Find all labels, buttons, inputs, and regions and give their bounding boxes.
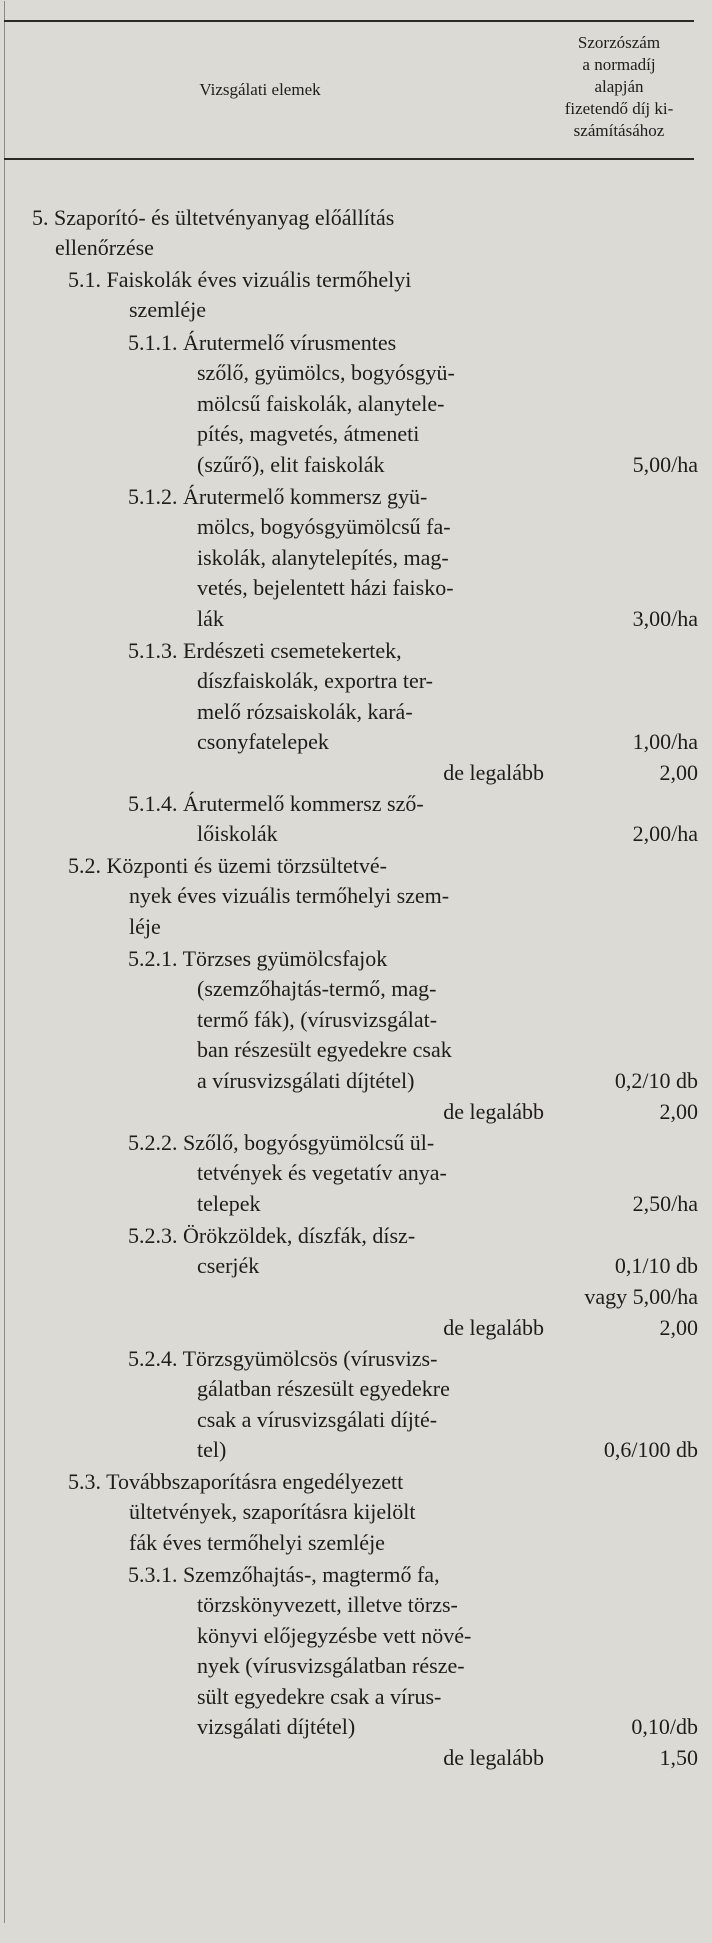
text-line: szemléje	[129, 297, 206, 322]
text-line: 5.2.3. Örökzöldek, díszfák, dísz-	[128, 1223, 416, 1248]
header-line: alapján	[594, 77, 644, 96]
page-edge-line	[4, 1, 5, 1923]
text-line: pítés, magvetés, átmeneti	[197, 421, 420, 446]
multiplier-value: 1,00/ha	[632, 729, 698, 754]
text-line: (szemzőhajtás-termő, mag-	[197, 976, 437, 1001]
minimum-label: de legalább	[443, 1099, 544, 1124]
text-line: lőiskolák	[197, 821, 278, 846]
minimum-label: de legalább	[443, 1745, 544, 1770]
header-line: fizetendő díj ki-	[564, 99, 674, 118]
multiplier-value: vagy 5,00/ha	[584, 1284, 698, 1309]
text-line: gálatban részesült egyedekre	[197, 1376, 450, 1401]
text-line: ültetvények, szaporításra kijelölt	[129, 1499, 416, 1524]
text-line: vetés, bejelentett házi faisko-	[197, 575, 454, 600]
text-line: 5.1. Faiskolák éves vizuális termőhelyi	[68, 267, 412, 292]
text-line: tetvények és vegetatív anya-	[197, 1160, 447, 1185]
text-line: díszfaiskolák, exportra ter-	[197, 668, 433, 693]
multiplier-value: 5,00/ha	[632, 452, 698, 477]
text-line: 5.2.1. Törzses gyümölcsfajok	[128, 946, 388, 971]
text-line: törzskönyvezett, illetve törzs-	[197, 1592, 458, 1617]
minimum-label: de legalább	[443, 760, 544, 785]
text-line: nyek éves vizuális termőhelyi szem-	[129, 883, 450, 908]
text-line: 5.1.2. Árutermelő kommersz gyü-	[128, 484, 428, 509]
text-line: iskolák, alanytelepítés, mag-	[197, 545, 449, 570]
text-line: 5.3.1. Szemzőhajtás-, magtermő fa,	[128, 1562, 440, 1587]
text-line: szőlő, gyümölcs, bogyósgyü-	[197, 360, 455, 385]
column-header-multiplier	[538, 32, 700, 142]
text-line: a vírusvizsgálati díjtétel)	[197, 1068, 415, 1093]
multiplier-value: 0,10/db	[631, 1714, 698, 1739]
text-line: mölcsű faiskolák, alanytele-	[197, 391, 445, 416]
text-line: ban részesült egyedekre csak	[197, 1037, 452, 1062]
text-line: sült egyedekre csak a vírus-	[197, 1684, 442, 1709]
text-line: 5.2. Központi és üzemi törzsültetvé-	[68, 853, 387, 878]
text-line: léje	[129, 914, 161, 939]
text-line: cserjék	[197, 1253, 260, 1278]
text-line: tel)	[197, 1437, 227, 1462]
multiplier-value: 3,00/ha	[632, 606, 698, 631]
text-line: 5.1.1. Árutermelő vírusmentes	[128, 330, 397, 355]
text-line: mölcs, bogyósgyümölcsű fa-	[197, 514, 451, 539]
text-line: nyek (vírusvizsgálatban része-	[197, 1653, 465, 1678]
header-line: számításához	[573, 121, 665, 140]
table-header-rule	[4, 158, 694, 160]
text-line: fák éves termőhelyi szemléje	[129, 1530, 385, 1555]
text-line: ellenőrzése	[55, 235, 154, 260]
table-top-rule	[4, 20, 694, 22]
text-line: 5. Szaporító- és ültetvényanyag előállítás	[32, 205, 395, 230]
text-line: 5.2.2. Szőlő, bogyósgyümölcsű ül-	[128, 1130, 435, 1155]
multiplier-value: 2,00/ha	[632, 821, 698, 846]
text-line: vizsgálati díjtétel)	[197, 1714, 356, 1739]
text-line: termő fák), (vírusvizsgálat-	[197, 1007, 438, 1032]
text-line: csak a vírusvizsgálati díjté-	[197, 1407, 438, 1432]
header-line: a normadíj	[582, 55, 656, 74]
text-line: lák	[197, 606, 224, 631]
multiplier-value: 2,00	[659, 1315, 698, 1340]
header-line: Szorzószám	[577, 33, 661, 52]
text-line: (szűrő), elit faiskolák	[197, 452, 385, 477]
minimum-label: de legalább	[443, 1315, 544, 1340]
text-line: melő rózsaiskolák, kará-	[197, 699, 413, 724]
multiplier-value: 0,6/100 db	[603, 1437, 698, 1462]
text-line: telepek	[197, 1191, 261, 1216]
multiplier-value: 0,1/10 db	[614, 1253, 698, 1278]
multiplier-value: 0,2/10 db	[614, 1068, 698, 1093]
multiplier-value: 2,00	[659, 1099, 698, 1124]
multiplier-value: 2,50/ha	[632, 1191, 698, 1216]
text-line: könyvi előjegyzésbe vett növé-	[197, 1623, 472, 1648]
text-line: csonyfatelepek	[197, 729, 329, 754]
column-header-elements: Vizsgálati elemek	[199, 80, 321, 99]
text-line: 5.1.3. Erdészeti csemetekertek,	[128, 638, 402, 663]
multiplier-value: 2,00	[659, 760, 698, 785]
text-line: 5.1.4. Árutermelő kommersz sző-	[128, 791, 424, 816]
text-line: 5.3. Továbbszaporításra engedélyezett	[68, 1469, 404, 1494]
text-line: 5.2.4. Törzsgyümölcsös (vírusvizs-	[128, 1346, 438, 1371]
multiplier-value: 1,50	[659, 1745, 698, 1770]
